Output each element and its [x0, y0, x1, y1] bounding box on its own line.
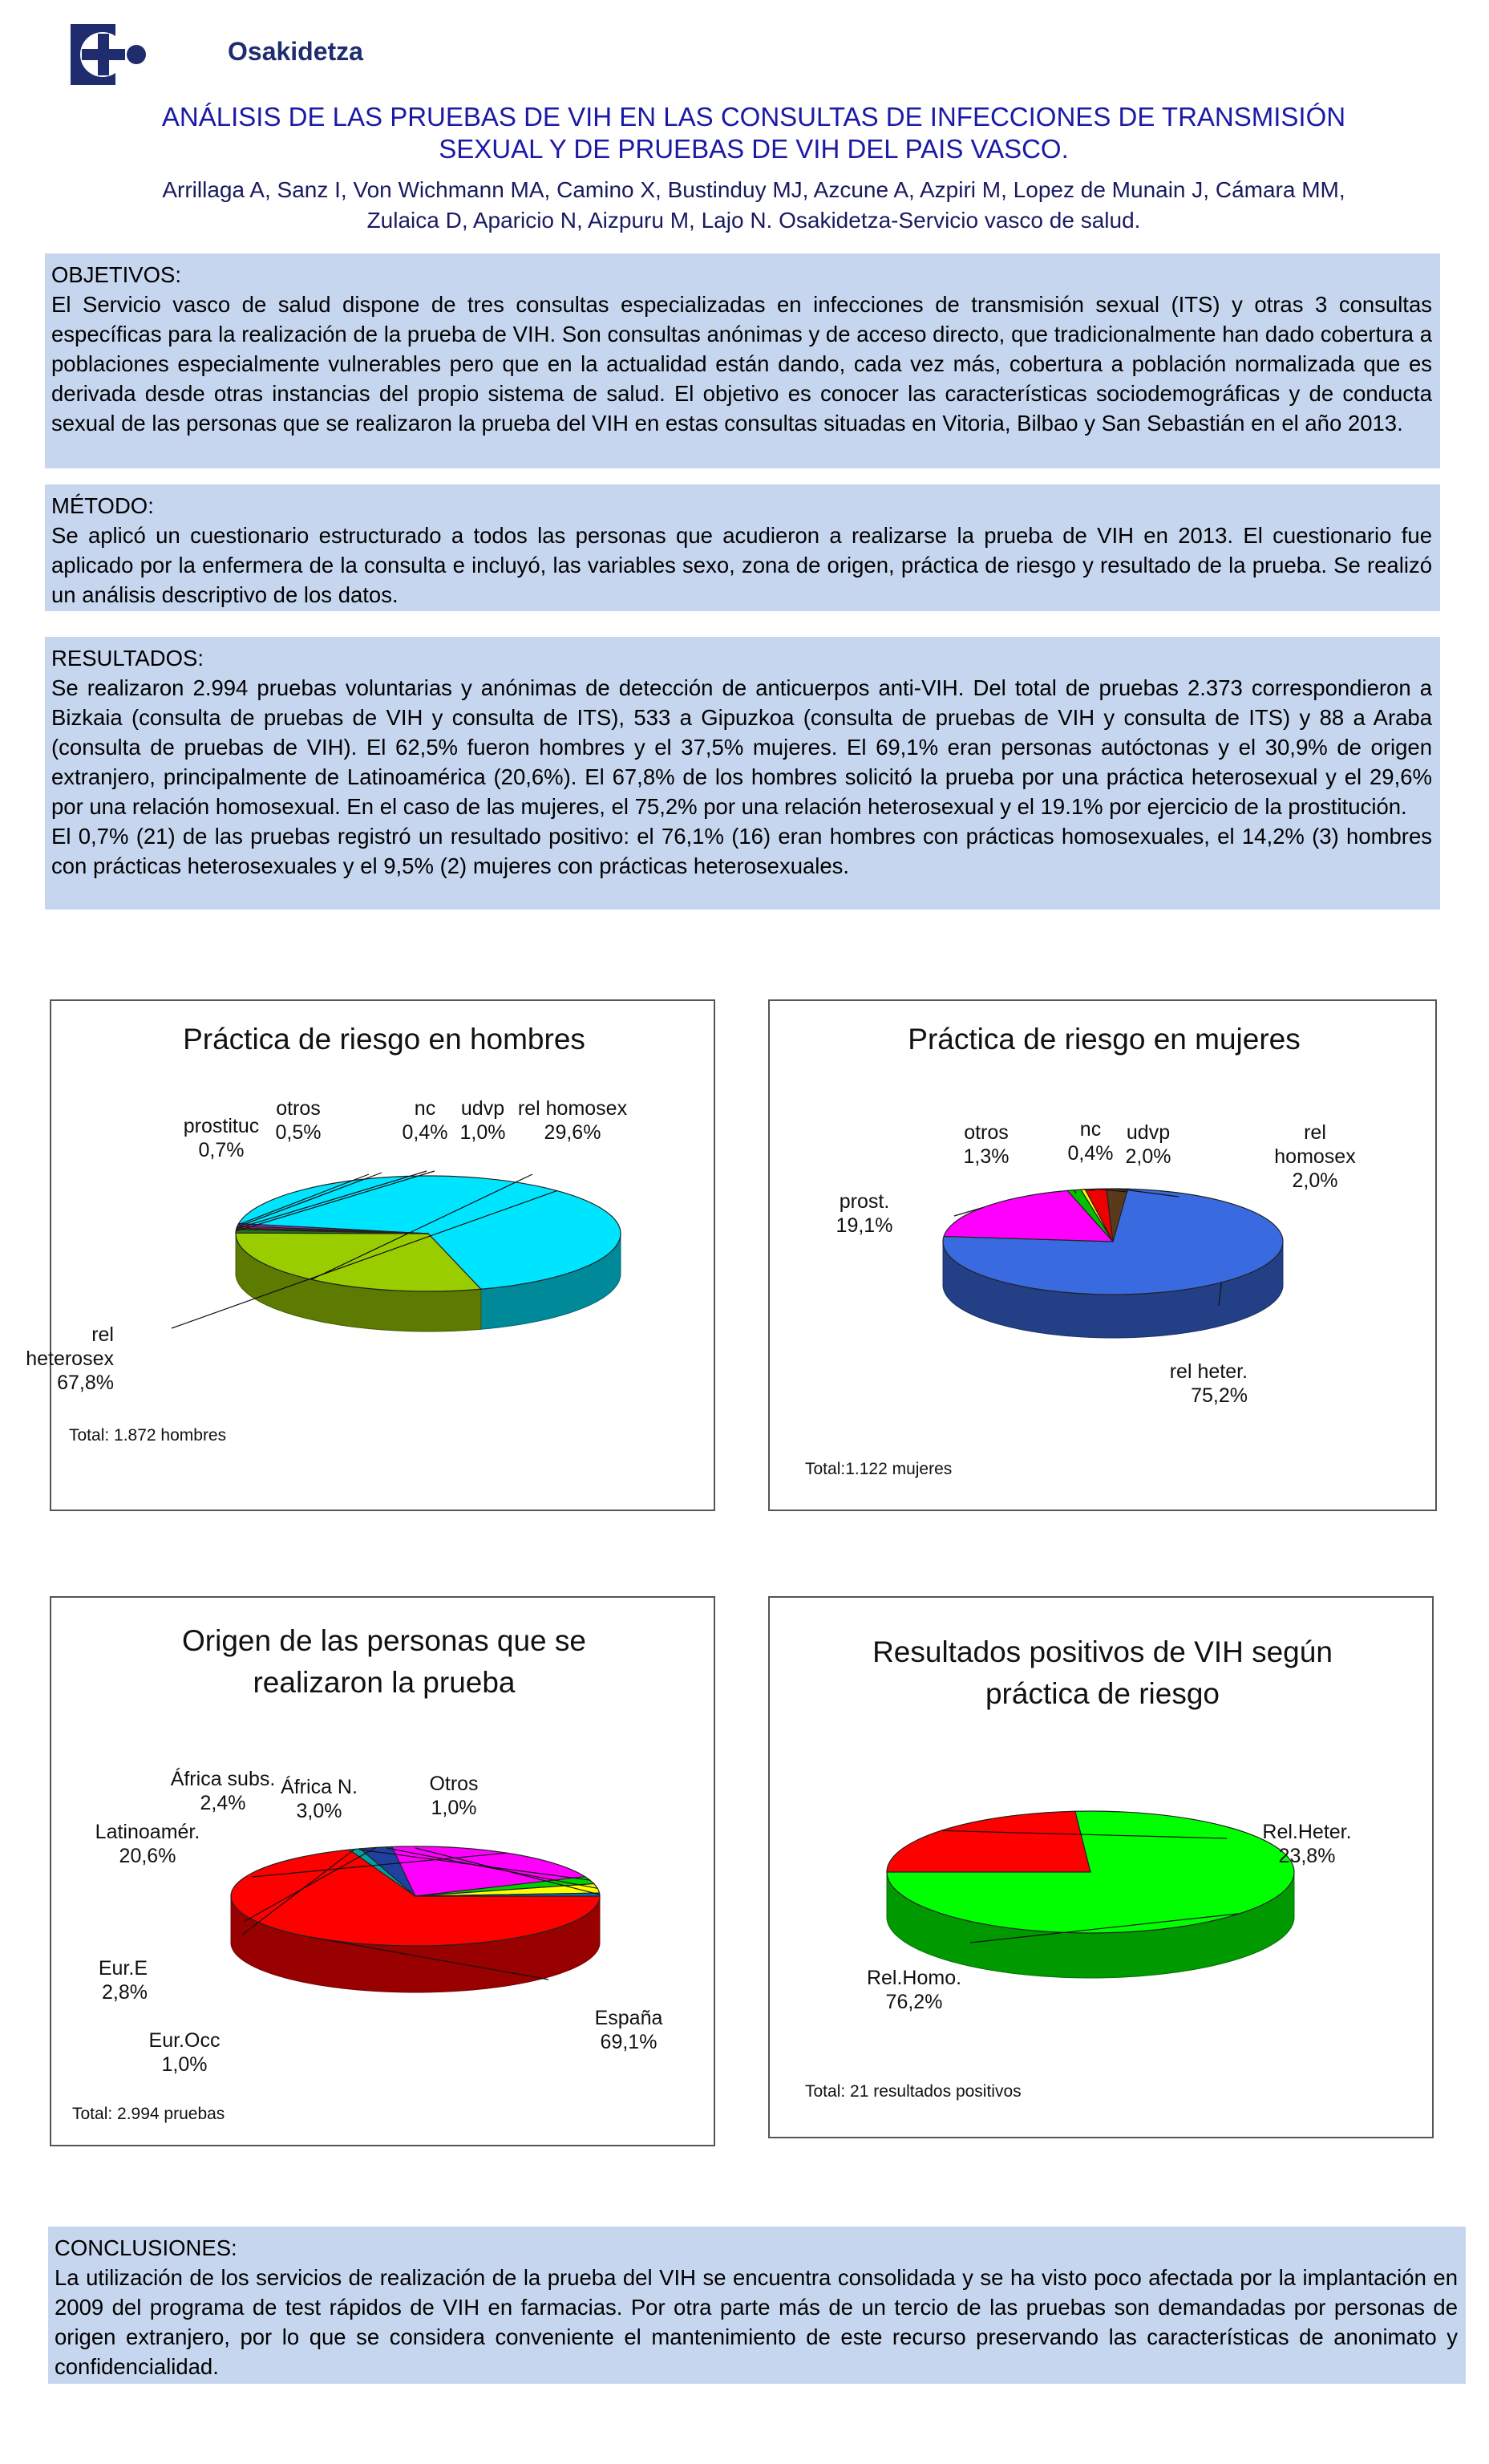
- chart-title-2-1: realizaron la prueba: [253, 1666, 516, 1699]
- metodo-text: Se aplicó un cuestionario estructurado a todos las personas que acudieron a realizarse la prueba de VIH en 2013. El cuestionario fue aplicado por la enfermera de la consulta e incluyó, las variables sexo, zona de origen, práctica de riesgo y resultado de la prueba. Se realizó un análisis descriptivo de los datos.: [51, 523, 1432, 607]
- slice-label-2-5-0: África N.: [281, 1776, 358, 1798]
- pie-slice-3-0: [887, 1811, 1090, 1872]
- chart-total-0: Total: 1.872 hombres: [69, 1426, 227, 1445]
- slice-label-2-6-0: Otros: [429, 1773, 479, 1795]
- slice-label-0-2-1: 1,0%: [459, 1121, 506, 1144]
- slice-label-2-1-0: Eur.Occ: [148, 2029, 221, 2052]
- slice-label-1-4-1: 2,0%: [1125, 1145, 1171, 1168]
- chart-total-3: Total: 21 resultados positivos: [805, 2082, 1022, 2101]
- slice-label-0-0-1: heterosex: [26, 1348, 114, 1370]
- slice-label-0-3-1: 0,4%: [402, 1121, 448, 1144]
- chart-total-1: Total:1.122 mujeres: [805, 1460, 953, 1478]
- chart-title-1-0: Práctica de riesgo en mujeres: [908, 1023, 1301, 1056]
- conclusiones-text: La utilización de los servicios de realización de la prueba del VIH se encuentra consolidada y se ha visto poco afectada por la implantación en 2009 del programa de test rápidos de VIH en farmacias. Por otra parte más de un tercio de las pruebas son demandadas por personas de origen extranjero, por lo que se considera conveniente el mantenimiento de este recurso preservando las características de anonimato y confidencialidad.: [55, 2265, 1458, 2379]
- objetivos-heading: OBJETIVOS:: [51, 262, 181, 287]
- authors: [80, 175, 1427, 236]
- objetivos-text: El Servicio vasco de salud dispone de tres consultas especializadas en infecciones de transmisión sexual (ITS) y otras 3 consultas específicas para la realización de la prueba de VIH. Son consultas anónimas y de acceso directo, que tradicionalmente han dado cobertura a poblaciones especialmente vulnerables pero que en la actualidad están dando, cada vez más, cobertura a población normalizada que es derivada desde otras instancias del propio sistema de salud. El objetivo es conocer las características sociodemográficas y de conducta sexual de las personas que se realizaron la prueba del VIH en estas consultas situadas en Vitoria, Bilbao y San Sebastián en el año 2013.: [51, 292, 1432, 436]
- slice-label-0-2-0: udvp: [460, 1097, 505, 1120]
- slice-label-0-4-0: otros: [276, 1097, 321, 1120]
- chart-title-2-0: Origen de las personas que se: [182, 1624, 586, 1657]
- slice-label-2-5-1: 3,0%: [296, 1800, 342, 1822]
- logo-text: Osakidetza: [228, 37, 363, 66]
- chart-positivos-svg: [770, 1598, 1435, 2140]
- resultados-heading: RESULTADOS:: [51, 646, 204, 671]
- slice-label-0-5-0: prostituc: [183, 1115, 260, 1137]
- chart-origen-svg: [51, 1598, 717, 2148]
- slice-label-0-1-1: 29,6%: [544, 1121, 601, 1144]
- chart-mujeres-svg: [770, 1001, 1438, 1513]
- slice-label-2-3-0: Latinoamér.: [95, 1821, 200, 1843]
- slice-label-0-0-0: rel: [91, 1323, 114, 1346]
- slice-label-2-4-0: África subs.: [170, 1768, 276, 1790]
- slice-label-1-5-0: rel: [1304, 1121, 1326, 1144]
- slice-label-0-3-0: nc: [414, 1097, 436, 1120]
- chart-hombres: [26, 999, 715, 1511]
- conclusiones-section: [48, 2227, 1466, 2384]
- objetivos-section: [45, 253, 1440, 468]
- osakidetza-logo: [71, 19, 363, 99]
- chart-positivos: [768, 1596, 1434, 2138]
- title-line-1: ANÁLISIS DE LAS PRUEBAS DE VIH EN LAS CONSULTAS DE INFECCIONES DE TRANSMISIÓN: [161, 102, 1346, 132]
- title-line-2: SEXUAL Y DE PRUEBAS DE VIH DEL PAIS VASCO.: [439, 134, 1069, 164]
- slice-label-0-4-1: 0,5%: [275, 1121, 322, 1144]
- slice-label-1-0-0: rel heter.: [1169, 1360, 1248, 1383]
- slice-label-0-1-0: rel homosex: [517, 1097, 628, 1120]
- osakidetza-logo-icon: [71, 19, 151, 91]
- chart-title-3-1: práctica de riesgo: [985, 1677, 1220, 1710]
- slice-label-1-5-1: homosex: [1274, 1145, 1356, 1168]
- slice-label-1-1-0: prost.: [839, 1190, 890, 1213]
- poster-title: [80, 101, 1427, 165]
- slice-label-1-5-2: 2,0%: [1292, 1169, 1338, 1192]
- conclusiones-heading: CONCLUSIONES:: [55, 2235, 237, 2260]
- slice-label-2-0-1: 69,1%: [600, 2031, 658, 2053]
- slice-label-1-4-0: udvp: [1126, 1121, 1171, 1144]
- resultados-section: [45, 637, 1440, 910]
- chart-total-2: Total: 2.994 pruebas: [72, 2105, 225, 2123]
- authors-line-1: Arrillaga A, Sanz I, Von Wichmann MA, Camino X, Bustinduy MJ, Azcune A, Azpiri M, Lopez de Munain J, Cámara MM,: [162, 177, 1345, 202]
- slice-label-0-5-1: 0,7%: [198, 1139, 245, 1161]
- slice-label-1-1-1: 19,1%: [836, 1214, 893, 1237]
- slice-label-1-3-1: 0,4%: [1067, 1142, 1114, 1165]
- slice-label-2-2-1: 2,8%: [102, 1981, 148, 2004]
- slice-label-3-0-1: 23,8%: [1278, 1845, 1336, 1867]
- chart-title-0-0: Práctica de riesgo en hombres: [183, 1023, 585, 1056]
- slice-label-1-0-1: 75,2%: [1191, 1384, 1248, 1407]
- slice-label-2-6-1: 1,0%: [431, 1797, 477, 1819]
- chart-hombres-svg: [26, 1001, 717, 1513]
- slice-label-2-4-1: 2,4%: [200, 1792, 246, 1814]
- metodo-section: [45, 484, 1440, 611]
- slice-label-2-1-1: 1,0%: [161, 2053, 208, 2076]
- slice-label-3-1-1: 76,2%: [885, 1991, 943, 2013]
- resultados-text-1: Se realizaron 2.994 pruebas voluntarias y anónimas de detección de anticuerpos anti-VIH. Del total de pruebas 2.373 correspondieron a Bizkaia (consulta de pruebas de VIH y consulta de ITS), 533 a Gipuzkoa (consulta de pruebas de VIH y consulta de ITS) y 88 a Araba (consulta de pruebas de VIH). El 62,5% fueron hombres y el 37,5% mujeres. El 69,1% eran personas autóctonas y el 30,9% de origen extranjero, principalmente de Latinoamérica (20,6%). El 67,8% de los hombres solicitó la prueba por una práctica heterosexual y el 29,6% por una relación homosexual. En el caso de las mujeres, el 75,2% por una relación heterosexual y el 19.1% por ejercicio de la prostitución.: [51, 675, 1432, 819]
- slice-label-3-0-0: Rel.Heter.: [1262, 1821, 1352, 1843]
- chart-mujeres: [768, 999, 1437, 1511]
- slice-label-2-0-0: España: [594, 2007, 663, 2029]
- slice-label-1-2-0: otros: [964, 1121, 1009, 1144]
- slice-label-0-0-2: 67,8%: [57, 1372, 114, 1394]
- authors-line-2: Zulaica D, Aparicio N, Aizpuru M, Lajo N. Osakidetza-Servicio vasco de salud.: [366, 208, 1141, 233]
- slice-label-2-2-0: Eur.E: [98, 1957, 148, 1980]
- slice-label-1-3-0: nc: [1079, 1118, 1102, 1141]
- slice-label-3-1-0: Rel.Homo.: [866, 1967, 962, 1989]
- metodo-heading: MÉTODO:: [51, 493, 154, 518]
- chart-title-3-0: Resultados positivos de VIH según: [872, 1635, 1333, 1668]
- chart-origen: [50, 1596, 715, 2146]
- slice-label-1-2-1: 1,3%: [963, 1145, 1010, 1168]
- slice-label-2-3-1: 20,6%: [119, 1845, 176, 1867]
- resultados-text-2: El 0,7% (21) de las pruebas registró un resultado positivo: el 76,1% (16) eran hombres con prácticas homosexuales, el 14,2% (3) hombres con prácticas heterosexuales y el 9,5% (2) mujeres con prácticas heterosexuales.: [51, 824, 1432, 878]
